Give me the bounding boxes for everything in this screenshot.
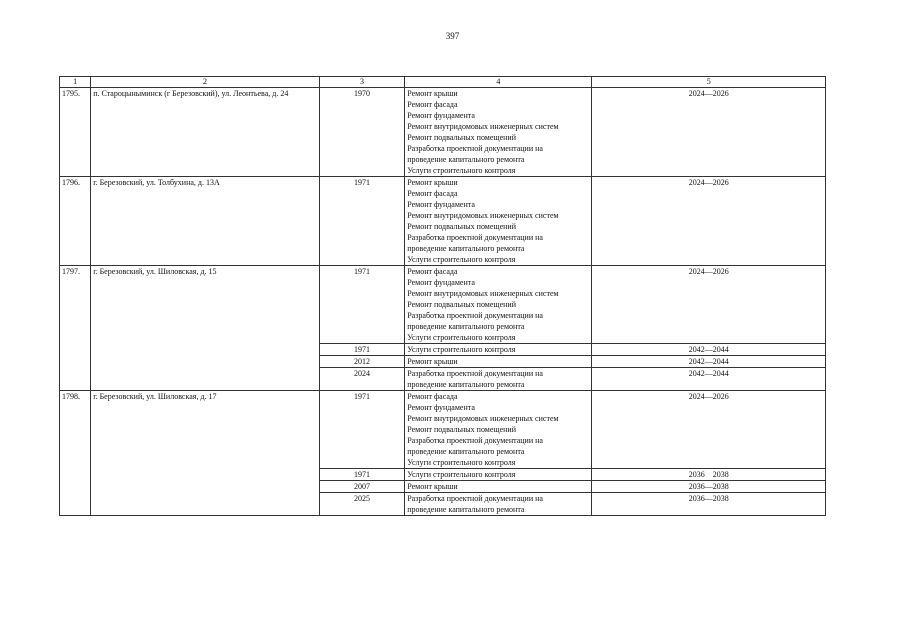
building-address: п. Староцыныминск (г Березовский), ул. Леонтьева, д. 24	[91, 88, 319, 177]
work-item: Ремонт фасада	[407, 189, 458, 198]
repair-period: 2024—2026	[592, 177, 826, 266]
work-types	[405, 391, 592, 469]
construction-year: 1971	[319, 177, 405, 266]
column-number-3: 3	[319, 77, 405, 88]
repair-period: 2036 2038	[592, 469, 826, 481]
column-number-row	[60, 77, 826, 88]
work-item: Услуги строительного контроля	[407, 345, 516, 354]
work-item: Ремонт фасада	[407, 392, 458, 401]
repair-period: 2024—2026	[592, 266, 826, 344]
work-item: Услуги строительного контроля	[407, 166, 516, 175]
work-item: Ремонт подвальных помещений	[407, 300, 516, 309]
construction-year: 2012	[319, 356, 405, 368]
work-item: Разработка проектной документации на	[407, 494, 543, 503]
work-item: Ремонт внутридомовых инженерных систем	[407, 414, 559, 423]
repair-period: 2042—2044	[592, 344, 826, 356]
repair-period: 2024—2026	[592, 391, 826, 469]
work-item: Ремонт крыши	[407, 482, 458, 491]
work-item: проведение капитального ремонта	[407, 447, 525, 456]
work-item: Разработка проектной документации на	[407, 369, 543, 378]
work-item: Разработка проектной документации на	[407, 311, 543, 320]
row-number: 1796.	[60, 177, 91, 266]
building-address: г. Березовский, ул. Шиловская, д. 15	[91, 266, 319, 391]
work-item: Услуги строительного контроля	[407, 333, 516, 342]
work-types	[405, 493, 592, 516]
work-item: проведение капитального ремонта	[407, 155, 525, 164]
work-types	[405, 481, 592, 493]
construction-year: 1970	[319, 88, 405, 177]
construction-year: 2007	[319, 481, 405, 493]
table-row	[60, 177, 826, 266]
repair-period: 2042—2044	[592, 368, 826, 391]
work-types	[405, 88, 592, 177]
work-item: Ремонт фасада	[407, 100, 458, 109]
table-body	[60, 77, 826, 516]
work-item: Разработка проектной документации на	[407, 144, 543, 153]
work-item: Ремонт внутридомовых инженерных систем	[407, 289, 559, 298]
work-types	[405, 356, 592, 368]
work-types	[405, 266, 592, 344]
work-item: Ремонт внутридомовых инженерных систем	[407, 211, 559, 220]
work-item: Ремонт крыши	[407, 89, 458, 98]
page-number: 397	[445, 31, 460, 41]
work-types	[405, 469, 592, 481]
construction-year: 2024	[319, 368, 405, 391]
work-item: Ремонт крыши	[407, 357, 458, 366]
construction-year: 1971	[319, 266, 405, 344]
row-number: 1795.	[60, 88, 91, 177]
work-item: Услуги строительного контроля	[407, 470, 516, 479]
row-number: 1797.	[60, 266, 91, 391]
work-types	[405, 344, 592, 356]
work-types	[405, 177, 592, 266]
building-address: г. Березовский, ул. Толбухина, д. 13А	[91, 177, 319, 266]
building-address: г. Березовский, ул. Шиловская, д. 17	[91, 391, 319, 516]
work-item: проведение капитального ремонта	[407, 244, 525, 253]
column-number-2: 2	[91, 77, 319, 88]
work-item: Ремонт подвальных помещений	[407, 133, 516, 142]
work-item: Услуги строительного контроля	[407, 255, 516, 264]
work-item: Ремонт крыши	[407, 178, 458, 187]
construction-year: 1971	[319, 469, 405, 481]
work-item: Ремонт фундамента	[407, 200, 475, 209]
column-number-5: 5	[592, 77, 826, 88]
table-row	[60, 266, 826, 344]
table-row	[60, 88, 826, 177]
work-item: проведение капитального ремонта	[407, 505, 525, 514]
work-item: Ремонт внутридомовых инженерных систем	[407, 122, 559, 131]
column-number-4: 4	[405, 77, 592, 88]
construction-year: 1971	[319, 391, 405, 469]
repair-period: 2036—2038	[592, 493, 826, 516]
work-item: Услуги строительного контроля	[407, 458, 516, 467]
work-item: проведение капитального ремонта	[407, 380, 525, 389]
column-number-1: 1	[60, 77, 91, 88]
work-item: Разработка проектной документации на	[407, 436, 543, 445]
repair-period: 2042—2044	[592, 356, 826, 368]
row-number: 1798.	[60, 391, 91, 516]
repair-period: 2036—2038	[592, 481, 826, 493]
construction-year: 2025	[319, 493, 405, 516]
table-row	[60, 391, 826, 469]
work-item: Ремонт подвальных помещений	[407, 425, 516, 434]
repair-schedule-table	[59, 76, 826, 516]
work-item: Ремонт фундамента	[407, 111, 475, 120]
construction-year: 1971	[319, 344, 405, 356]
work-item: Ремонт подвальных помещений	[407, 222, 516, 231]
work-item: проведение капитального ремонта	[407, 322, 525, 331]
work-types	[405, 368, 592, 391]
work-item: Ремонт фундамента	[407, 403, 475, 412]
work-item: Ремонт фасада	[407, 267, 458, 276]
work-item: Ремонт фундамента	[407, 278, 475, 287]
repair-period: 2024—2026	[592, 88, 826, 177]
work-item: Разработка проектной документации на	[407, 233, 543, 242]
